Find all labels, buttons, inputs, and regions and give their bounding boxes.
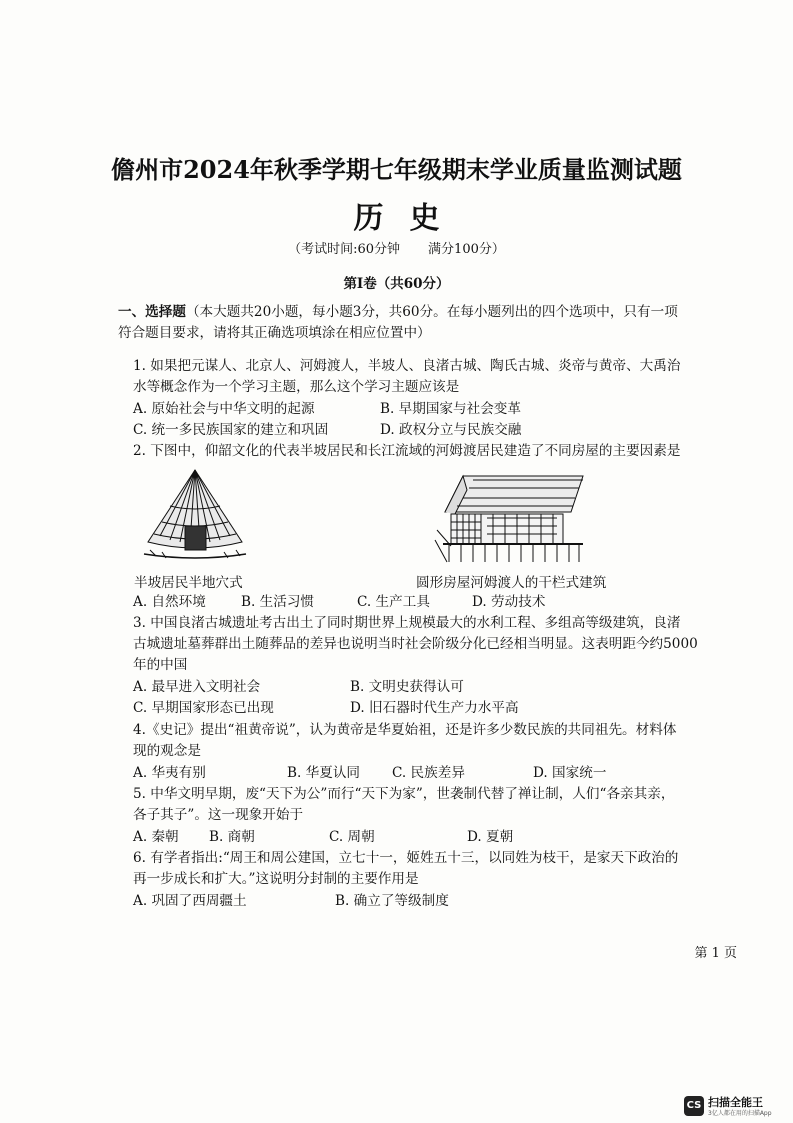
q6-stem-2: 再一步成长和扩大。”这说明分封制的主要作用是 <box>133 871 419 887</box>
watermark-name: 扫描全能王 <box>708 1096 763 1109</box>
q2-stem-1: 2. 下图中，仰韶文化的代表半坡居民和长江流域的河姆渡居民建造了不同房屋的主要因素是 <box>133 443 681 459</box>
banpo-hut-illustration <box>140 466 250 566</box>
hemudu-stilt-house-illustration <box>433 470 593 565</box>
q5-option-d: D. 夏朝 <box>467 829 514 845</box>
q2-option-d: D. 劳动技术 <box>472 594 546 610</box>
q4-stem-1: 4.《史记》提出“祖黄帝说”，认为黄帝是华夏始祖，还是许多少数民族的共同祖先。材料体 <box>133 722 677 738</box>
scanner-watermark <box>684 1096 772 1118</box>
section-heading: 一、选择题 <box>118 304 186 320</box>
q1-option-a: A. 原始社会与中华文明的起源 <box>133 401 315 417</box>
camscanner-logo-icon: CS <box>684 1096 704 1116</box>
q5-stem-2: 各子其子”。这一现象开始于 <box>133 807 304 823</box>
q3-option-a: A. 最早进入文明社会 <box>133 679 261 695</box>
q1-stem-1: 1. 如果把元谋人、北京人、河姆渡人，半坡人、良渚古城、陶氏古城、炎帝与黄帝、大禹治 <box>133 358 681 374</box>
watermark-slogan: 3亿人都在用的扫描App <box>708 1110 772 1117</box>
full-score: 满分100分） <box>428 242 505 257</box>
q6-stem-1: 6. 有学者指出:“周王和周公建国，立七十一，姬姓五十三，以同姓为枝干，是家天下政治的 <box>133 850 679 866</box>
q2-caption-left: 半坡居民半地穴式 <box>134 575 243 591</box>
q1-option-c: C. 统一多民族国家的建立和巩固 <box>133 422 329 438</box>
q3-option-d: D. 旧石器时代生产力水平高 <box>350 700 519 716</box>
q3-stem-1: 3. 中国良渚古城遗址考古出土了同时期世界上规模最大的水利工程、多组高等级建筑，良渚 <box>133 615 681 631</box>
q2-option-c: C. 生产工具 <box>357 594 430 610</box>
section-instructions-1 <box>118 302 678 322</box>
q3-option-c: C. 早期国家形态已出现 <box>133 700 274 716</box>
volume-heading: 第Ⅰ卷（共60分） <box>343 276 450 292</box>
q4-option-a: A. 华夷有别 <box>133 765 206 781</box>
subject-title: 历史 <box>353 201 466 236</box>
q1-option-d: D. 政权分立与民族交融 <box>380 422 522 438</box>
q2-option-a: A. 自然环境 <box>133 594 206 610</box>
q5-stem-1: 5. 中华文明早期，废“天下为公”而行“天下为家”，世袭制代替了禅让制，人们“各亲其亲， <box>133 786 675 802</box>
q6-option-b: B. 确立了等级制度 <box>335 893 449 909</box>
section-instructions-2: 符合题目要求，请将其正确选项填涂在相应位置中） <box>118 325 431 341</box>
q5-option-b: B. 商朝 <box>209 829 255 845</box>
exam-time: （考试时间:60分钟 <box>288 242 401 257</box>
q6-option-a: A. 巩固了西周疆土 <box>133 893 247 909</box>
page-number: 第 1 页 <box>694 946 737 961</box>
q3-stem-2: 古城遗址墓葬群出土随葬品的差异也说明当时社会阶级分化已经相当明显。这表明距今约5000 <box>133 636 698 652</box>
q4-option-c: C. 民族差异 <box>392 765 465 781</box>
q5-option-c: C. 周朝 <box>329 829 375 845</box>
exam-info <box>0 238 793 257</box>
q4-option-d: D. 国家统一 <box>533 765 607 781</box>
q5-option-a: A. 秦朝 <box>133 829 179 845</box>
q2-caption-right: 圆形房屋河姆渡人的干栏式建筑 <box>416 575 607 591</box>
q4-option-b: B. 华夏认同 <box>287 765 361 781</box>
q1-stem-2: 水等概念作为一个学习主题，那么这个学习主题应该是 <box>133 379 460 395</box>
q3-option-b: B. 文明史获得认可 <box>350 679 464 695</box>
q3-stem-3: 年的中国 <box>133 657 188 673</box>
section-instr-text: （本大题共20小题，每小题3分，共60分。在每小题列出的四个选项中，只有一项 <box>185 304 678 320</box>
exam-title: 儋州市2024年秋季学期七年级期末学业质量监测试题 <box>111 155 682 184</box>
q4-stem-2: 现的观念是 <box>133 743 201 759</box>
q1-option-b: B. 早期国家与社会变革 <box>380 401 521 417</box>
q2-option-b: B. 生活习惯 <box>241 594 315 610</box>
